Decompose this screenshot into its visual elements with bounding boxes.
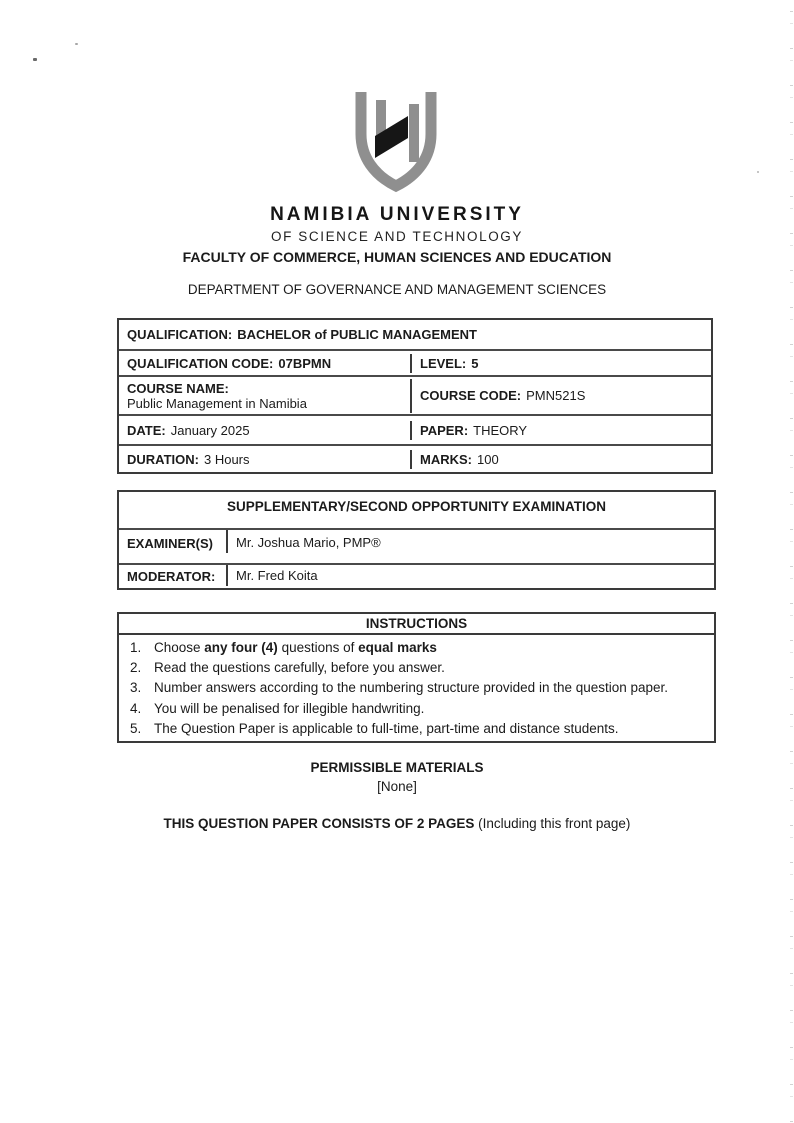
instruction-item	[119, 678, 708, 698]
faculty-name: FACULTY OF COMMERCE, HUMAN SCIENCES AND EDUCATION	[182, 249, 612, 265]
course-name-label: COURSE NAME:	[127, 380, 229, 396]
examiner-value-cell	[228, 530, 714, 552]
logo-right-bar	[409, 104, 419, 162]
scan-speck	[75, 43, 78, 45]
qualification-value: BACHELOR of PUBLIC MANAGEMENT	[237, 327, 477, 342]
instruction-number: 4.	[130, 700, 142, 716]
course-code-label: COURSE CODE:	[420, 388, 522, 403]
date-value: January 2025	[170, 422, 250, 438]
paper-cell	[412, 421, 711, 440]
moderator-value-cell	[228, 565, 714, 585]
qualification-cell	[119, 325, 711, 344]
duration-value: 3 Hours	[203, 451, 250, 467]
marks-label: MARKS:	[420, 451, 472, 467]
course-details-table	[117, 318, 713, 474]
qualification-code-cell	[119, 354, 412, 373]
level-value: 5	[471, 355, 479, 371]
level-label: LEVEL:	[420, 355, 467, 371]
moderator-value: Mr. Fred Koita	[236, 568, 318, 583]
duration-label: DURATION:	[127, 451, 199, 467]
instruction-number: 3.	[130, 680, 142, 696]
scan-speck	[757, 171, 759, 173]
examiner-value: Mr. Joshua Mario, PMP®	[236, 535, 381, 550]
table-row	[119, 528, 714, 563]
table-row	[119, 414, 711, 444]
permissible-materials-title: PERMISSIBLE MATERIALS	[310, 760, 484, 775]
qualification-label: QUALIFICATION:	[127, 327, 233, 342]
instruction-number: 2.	[130, 660, 142, 676]
instructions-title: INSTRUCTIONS	[119, 614, 714, 635]
scan-edge-noise	[790, 0, 793, 1123]
exam-session-title: SUPPLEMENTARY/SECOND OPPORTUNITY EXAMINATION	[226, 499, 607, 514]
marks-value: 100	[477, 451, 499, 467]
instruction-text: Read the questions carefully, before you answer.	[154, 660, 445, 676]
instruction-text: The Question Paper is applicable to full-time, part-time and distance students.	[154, 720, 619, 736]
instruction-text: You will be penalised for illegible handwriting.	[154, 700, 425, 716]
course-code-value: PMN521S	[526, 388, 586, 403]
paper-value: THEORY	[473, 422, 528, 438]
page-count-normal: (Including this front page)	[474, 816, 631, 831]
course-name-cell	[119, 379, 412, 413]
permissible-materials-value: [None]	[377, 779, 417, 794]
duration-cell	[119, 450, 412, 469]
level-cell	[412, 354, 711, 373]
course-code-cell	[412, 386, 711, 405]
date-label: DATE:	[127, 422, 166, 438]
table-row	[119, 375, 711, 414]
university-name: NAMIBIA UNIVERSITY	[270, 204, 524, 225]
page-count-line	[0, 816, 794, 831]
scan-speck	[33, 58, 37, 61]
examiner-label: EXAMINER(S)	[127, 536, 213, 551]
department-name: DEPARTMENT OF GOVERNANCE AND MANAGEMENT SCIENCES	[187, 282, 607, 297]
moderator-label-cell	[119, 565, 228, 586]
instruction-item	[119, 638, 708, 658]
instruction-number: 5.	[130, 720, 142, 736]
instructions-table	[117, 612, 716, 743]
table-row	[119, 444, 711, 472]
university-subtitle: OF SCIENCE AND TECHNOLOGY	[270, 229, 524, 244]
date-cell	[119, 421, 412, 440]
table-row	[119, 563, 714, 588]
instruction-item	[119, 658, 708, 678]
examiner-label-cell	[119, 530, 228, 553]
instruction-text: Choose any four (4) questions of equal marks	[154, 640, 437, 655]
instruction-number: 1.	[130, 640, 142, 655]
exam-session-table	[117, 490, 716, 590]
instruction-item	[119, 699, 708, 719]
instructions-list	[119, 635, 714, 741]
paper-label: PAPER:	[420, 422, 469, 438]
instruction-item	[119, 719, 708, 739]
table-row	[119, 349, 711, 375]
marks-cell	[412, 450, 711, 469]
page-count-bold: THIS QUESTION PAPER CONSISTS OF 2 PAGES	[163, 816, 475, 831]
table-row	[119, 320, 711, 349]
moderator-label: MODERATOR:	[127, 569, 216, 584]
qualification-code-value: 07BPMN	[278, 355, 332, 371]
qualification-code-label: QUALIFICATION CODE:	[127, 355, 274, 371]
university-logo	[350, 87, 446, 193]
course-name-value: Public Management in Namibia	[127, 395, 307, 411]
instruction-text: Number answers according to the numbering structure provided in the question paper.	[154, 680, 669, 696]
